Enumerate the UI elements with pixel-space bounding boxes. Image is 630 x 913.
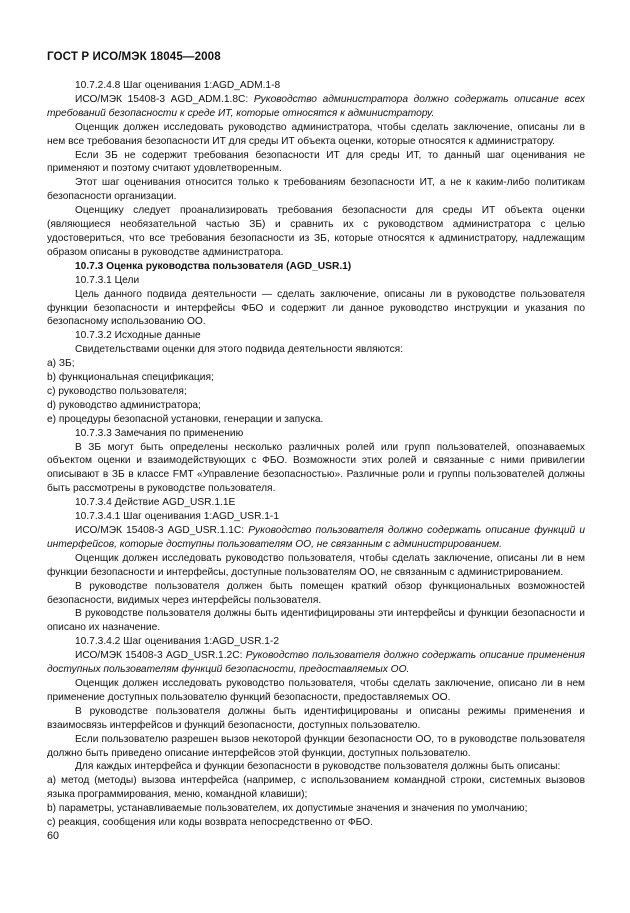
page-number: 60: [47, 830, 60, 842]
paragraph: Для каждых интерфейса и функции безопасности в руководстве пользователя должны быть описаны:: [75, 761, 561, 773]
paragraph: 10.7.3.3 Замечания по применению: [75, 427, 244, 439]
paragraph: В руководстве пользователя должен быть помещен краткий обзор функциональных возможностей безопасности, видимых через интерфейсы пользователя.: [47, 580, 585, 606]
paragraph: Оценщик должен исследовать руководство администратора, чтобы сделать заключение, описаны ли в нем все требования безопасности ИТ для среды ИТ объекта оценки, которые относятся к администратору.: [47, 121, 585, 147]
paragraph: Свидетельствами оценки для этого подвида деятельности являются:: [75, 344, 404, 356]
paragraph: В ЗБ могут быть определены несколько различных ролей или групп пользователей, опознаваемых объектом оценки и взаимодействующих с ФБО. Возможности этих ролей и связанные с ними привилегии описывают в ЗБ в классе FMT «Управление безопасностью». Различные роли и группы пользователей должны быть рассмотрены в руководстве пользователя.: [47, 441, 585, 495]
list-item: c) руководство пользователя;: [47, 385, 187, 397]
paragraph: Цель данного подвида деятельности — сделать заключение, описаны ли в руководстве пользователя функции безопасности и интерфейсы ФБО и содержит ли данное руководство инструкции и указания по безопасному использованию ОО.: [47, 288, 585, 328]
paragraph: ИСО/МЭК 15408-3 AGD_USR.1.2С: Руководство пользователя должно содержать описание применения доступных пользователям функций безопасности, предоставляемых ОО.: [47, 650, 585, 676]
paragraph: Оценщик должен исследовать руководство пользователя, чтобы сделать заключение, описано ли в нем применение доступных пользователю функций безопасности, предоставляемых ОО.: [47, 677, 585, 703]
paragraph: 10.7.3.2 Исходные данные: [75, 330, 201, 342]
list-item: a) метод (методы) вызова интерфейса (например, с использованием командной строки, системных вызовов языка программирования, меню, командной клавиши);: [47, 775, 585, 801]
paragraph: 10.7.3.1 Цели: [75, 274, 140, 286]
standard-header: ГОСТ Р ИСО/МЭК 18045—2008: [47, 50, 221, 63]
paragraph: 10.7.2.4.8 Шаг оценивания 1:AGD_ADM.1-8: [75, 80, 281, 91]
list-item: e) процедуры безопасной установки, генерации и запуска.: [47, 413, 324, 425]
paragraph: В руководстве пользователя должны быть идентифицированы эти интерфейсы и функции безопасности и описано их назначение.: [47, 608, 585, 634]
paragraph: Оценщик должен исследовать руководство пользователя, чтобы сделать заключение, описаны ли в нем функции безопасности и интерфейсы, доступные пользователям ОО, не связанным с администрированием.: [47, 552, 585, 578]
paragraph: ИСО/МЭК 15408-3 AGD_ADM.1.8С: Руководство администратора должно содержать описание всех требований безопасности к среде ИТ, которые относятся к администратору.: [47, 93, 585, 119]
paragraph: 10.7.3.4.1 Шаг оценивания 1:AGD_USR.1-1: [75, 511, 279, 523]
paragraph: В руководстве пользователя должны быть идентифицированы и описаны режимы применения и взаимосвязь интерфейсов и функций безопасности, доступных пользователю.: [47, 705, 585, 731]
list-item: b) параметры, устанавливаемые пользователем, их допустимые значения и значения по умолчанию;: [47, 803, 528, 815]
paragraph: Этот шаг оценивания относится только к требованиям безопасности ИТ, а не к каким-либо политикам безопасности организации.: [47, 177, 585, 203]
paragraph: ИСО/МЭК 15408-3 AGD_USR.1.1С: Руководство пользователя должно содержать описание функций и интерфейсов, которые доступны пользователям ОО, не связанным с администрированием.: [47, 525, 585, 550]
list-item: d) руководство администратора;: [47, 399, 201, 411]
document-body: [47, 79, 585, 830]
list-item: a) ЗБ;: [47, 358, 75, 370]
list-item: b) функциональная спецификация;: [47, 372, 214, 384]
paragraph: 10.7.3.4 Действие AGD_USR.1.1E: [75, 497, 236, 509]
list-item: c) реакция, сообщения или коды возврата непосредственно от ФБО.: [47, 817, 373, 829]
paragraph: 10.7.3.4.2 Шаг оценивания 1:AGD_USR.1-2: [75, 636, 279, 648]
paragraph: Если пользователю разрешен вызов некоторой функции безопасности ОО, то в руководстве пользователя должно быть приведено описание интерфейсов этой функции, доступных пользователю.: [47, 733, 585, 759]
paragraph: Если ЗБ не содержит требования безопасности ИТ для среды ИТ, то данный шаг оценивания не применяют и поэтому считают удовлетворенным.: [47, 149, 585, 175]
paragraph: Оценщику следует проанализировать требования безопасности для среды ИТ объекта оценки (являющиеся необязательной частью ЗБ) и сравнить их с руководством администратора с целью удостовериться, что все требования безопасности из ЗБ, которые относятся к администратору, надлежащим образом описаны в руководстве администратора.: [47, 205, 585, 258]
section-heading: 10.7.3 Оценка руководства пользователя (AGD_USR.1): [75, 260, 352, 272]
